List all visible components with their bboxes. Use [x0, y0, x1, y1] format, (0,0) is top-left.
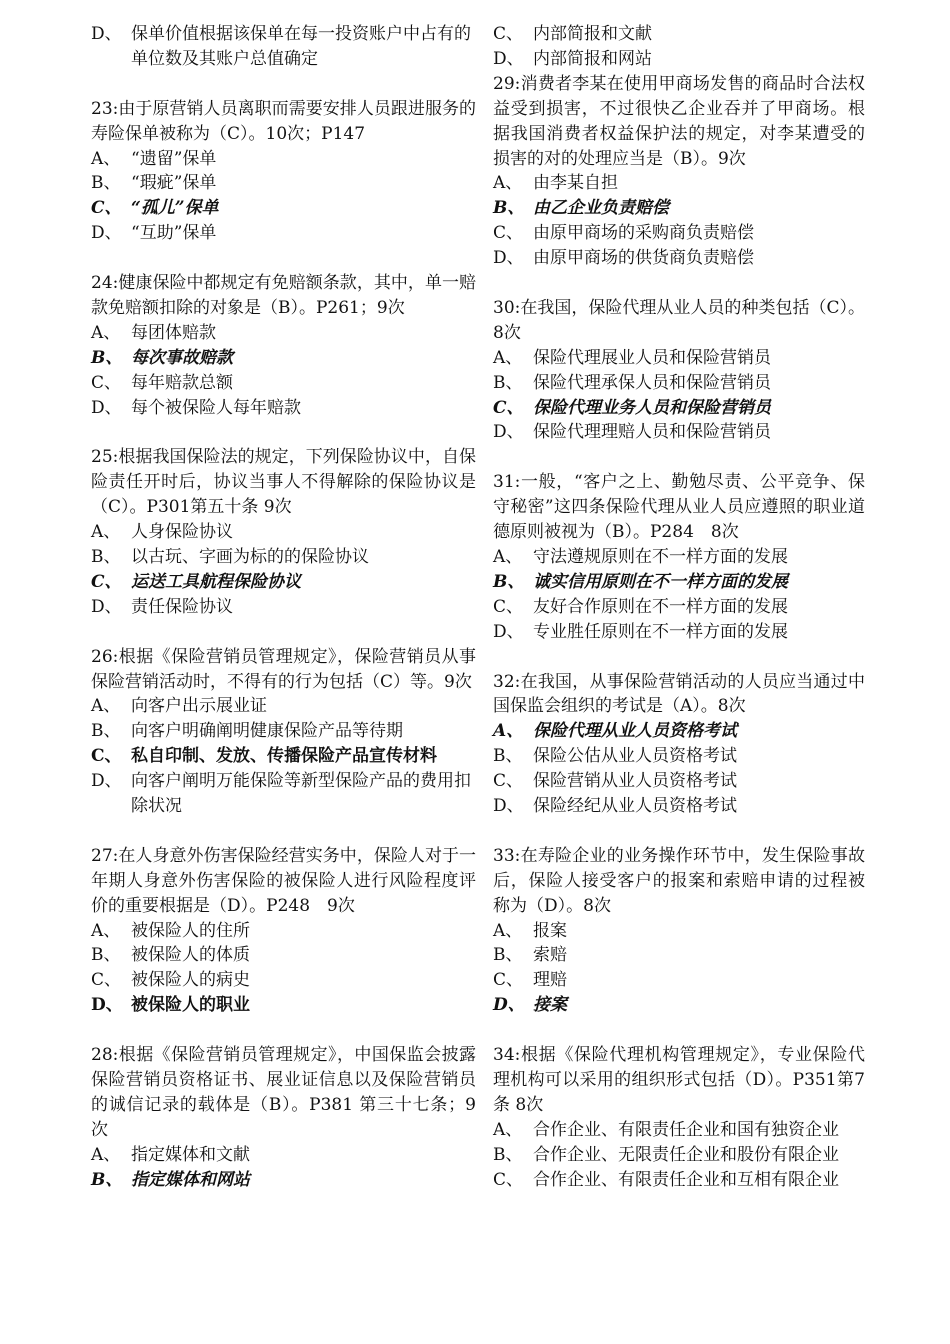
correct-option-c: C、 私自印制、发放、传播保险产品宣传材料 — [91, 746, 437, 767]
option-a: A、 被保险人的住所 — [91, 920, 250, 941]
option-a: A、 每团体赔款 — [91, 322, 216, 343]
question-stem: 30:在我国，保险代理从业人员的种类包括（C）。8次 — [493, 297, 865, 343]
option-d: D、 专业胜任原则在不一样方面的发展 — [493, 621, 788, 642]
option-a: A、 保险代理展业人员和保险营销员 — [493, 347, 771, 368]
question-stem: 28:根据《保险营销员管理规定》，中国保监会披露保险营销员资格证书、展业证信息以及保险营销员的诚信记录的载体是（B）。P381 第三十七条；9次 — [91, 1045, 476, 1140]
correct-option-c: C、 运送工具航程保险协议 — [91, 571, 301, 592]
question-33 — [493, 844, 865, 1018]
option-a: A、 “遗留”保单 — [91, 148, 217, 169]
option-b: B、 被保险人的体质 — [91, 945, 250, 966]
option-b: B、 “瑕疵”保单 — [91, 173, 217, 194]
correct-option-d: D、 接案 — [493, 995, 567, 1016]
option-b: B、 索赔 — [493, 945, 567, 966]
option-d: D、 内部简报和网站 — [493, 48, 652, 69]
question-31 — [493, 470, 865, 644]
question-32 — [493, 670, 865, 819]
correct-option-b: B、 由乙企业负责赔偿 — [493, 198, 669, 219]
question-23 — [91, 97, 476, 246]
option-b: B、 向客户明确阐明健康保险产品等待期 — [91, 721, 403, 742]
question-24 — [91, 271, 476, 420]
option-a: A、 守法遵规原则在不一样方面的发展 — [493, 547, 788, 567]
option-a: A、 由李某自担 — [493, 173, 618, 194]
question-27 — [91, 844, 476, 1018]
correct-option-b: B、 每次事故赔款 — [91, 347, 233, 368]
option-a: A、 合作企业、有限责任企业和国有独资企业 — [493, 1119, 839, 1140]
option-c: C、 保险营销从业人员资格考试 — [493, 771, 737, 792]
option-b: B、 合作企业、无限责任企业和股份有限企业 — [493, 1144, 839, 1165]
option-d: D、 “互助”保单 — [91, 223, 217, 244]
correct-option-b: B、 诚实信用原则在不一样方面的发展 — [493, 571, 788, 592]
option-c: C、 每年赔款总额 — [91, 372, 233, 393]
option-d: D、 保单价值根据该保单在每一投资账户中占有的单位数及其账户总值确定 — [91, 24, 471, 69]
correct-option-c: C、 保险代理业务人员和保险营销员 — [493, 397, 771, 418]
option-b: B、 保险公估从业人员资格考试 — [493, 746, 737, 767]
correct-option-b: B、 指定媒体和网站 — [91, 1169, 250, 1190]
left-column — [91, 22, 476, 1193]
option-b: B、 以古玩、字画为标的的保险协议 — [91, 546, 369, 567]
question-28 — [91, 1043, 476, 1192]
option-a: A、 报案 — [493, 920, 567, 941]
option-d: D、 保险代理理赔人员和保险营销员 — [493, 422, 771, 443]
option-c: C、 理赔 — [493, 970, 567, 991]
option-c: C、 友好合作原则在不一样方面的发展 — [493, 596, 788, 617]
option-b: B、 保险代理承保人员和保险营销员 — [493, 372, 771, 393]
correct-option-c: C、 “孤儿”保单 — [91, 198, 219, 219]
option-d: D、 责任保险协议 — [91, 596, 233, 617]
option-c: C、 被保险人的病史 — [91, 970, 250, 991]
option-d: D、 每个被保险人每年赔款 — [91, 397, 301, 418]
question-stem: 25:根据我国保险法的规定，下列保险协议中，自保险责任开时后，协议当事人不得解除的保险协议是（C）。P301第五十条 9次 — [91, 447, 476, 518]
option-a: A、 向客户出示展业证 — [91, 696, 267, 717]
option-c: C、 合作企业、有限责任企业和互相有限企业 — [493, 1169, 839, 1190]
question-stem: 27:在人身意外伤害保险经营实务中，保险人对于一年期人身意外伤害保险的被保险人进行风险程度评价的重要根据是（D）。P248 9次 — [91, 845, 476, 916]
question-stem: 34:根据《保险代理机构管理规定》，专业保险代理机构可以采用的组织形式包括（D）。P351第7条 8次 — [493, 1045, 865, 1115]
correct-option-d: D、 被保险人的职业 — [91, 995, 250, 1016]
question-25 — [91, 445, 476, 619]
option-d: D、 由原甲商场的供货商负责赔偿 — [493, 248, 754, 269]
question-stem: 33:在寿险企业的业务操作环节中，发生保险事故后，保险人接受客户的报案和索赔申请的过程被称为（D）。8次 — [493, 845, 865, 916]
option-d: D、 保险经纪从业人员资格考试 — [493, 796, 737, 817]
option-a: A、 指定媒体和文献 — [91, 1144, 250, 1165]
question-stem: 32:在我国，从事保险营销活动的人员应当通过中国保监会组织的考试是（A）。8次 — [493, 671, 865, 717]
option-c: C、 内部简报和文献 — [493, 24, 652, 44]
question-stem: 29:消费者李某在使用甲商场发售的商品时合法权益受到损害，不过很快乙企业吞并了甲商场。根据我国消费者权益保护法的规定，对李某遭受的损害的对的处理应当是（B）。9次 — [493, 73, 865, 169]
question-26 — [91, 645, 476, 819]
question-stem: 24:健康保险中都规定有免赔额条款，其中，单一赔款免赔额扣除的对象是（B）。P261；9次 — [91, 273, 476, 318]
right-column — [493, 22, 865, 1193]
question-stem: 26:根据《保险营销员管理规定》，保险营销员从事保险营销活动时，不得有的行为包括（C）等。9次 — [91, 646, 476, 692]
question-stem: 23:由于原营销人员离职而需要安排人员跟进服务的寿险保单被称为（C）。10次；P147 — [91, 98, 476, 144]
question-stem: 31:一般，“客户之上、勤勉尽责、公平竞争、保守秘密”这四条保险代理从业人员应遵照的职业道德原则被视为（B）。P284 8次 — [493, 472, 865, 543]
option-c: C、 由原甲商场的采购商负责赔偿 — [493, 223, 754, 244]
option-a: A、 人身保险协议 — [91, 522, 233, 543]
option-d: D、 向客户阐明万能保险等新型保险产品的费用扣除状况 — [91, 771, 471, 817]
correct-option-a: A、 保险代理从业人员资格考试 — [493, 721, 737, 742]
question-29 — [493, 72, 865, 271]
question-30 — [493, 296, 865, 445]
question-34 — [493, 1043, 865, 1192]
